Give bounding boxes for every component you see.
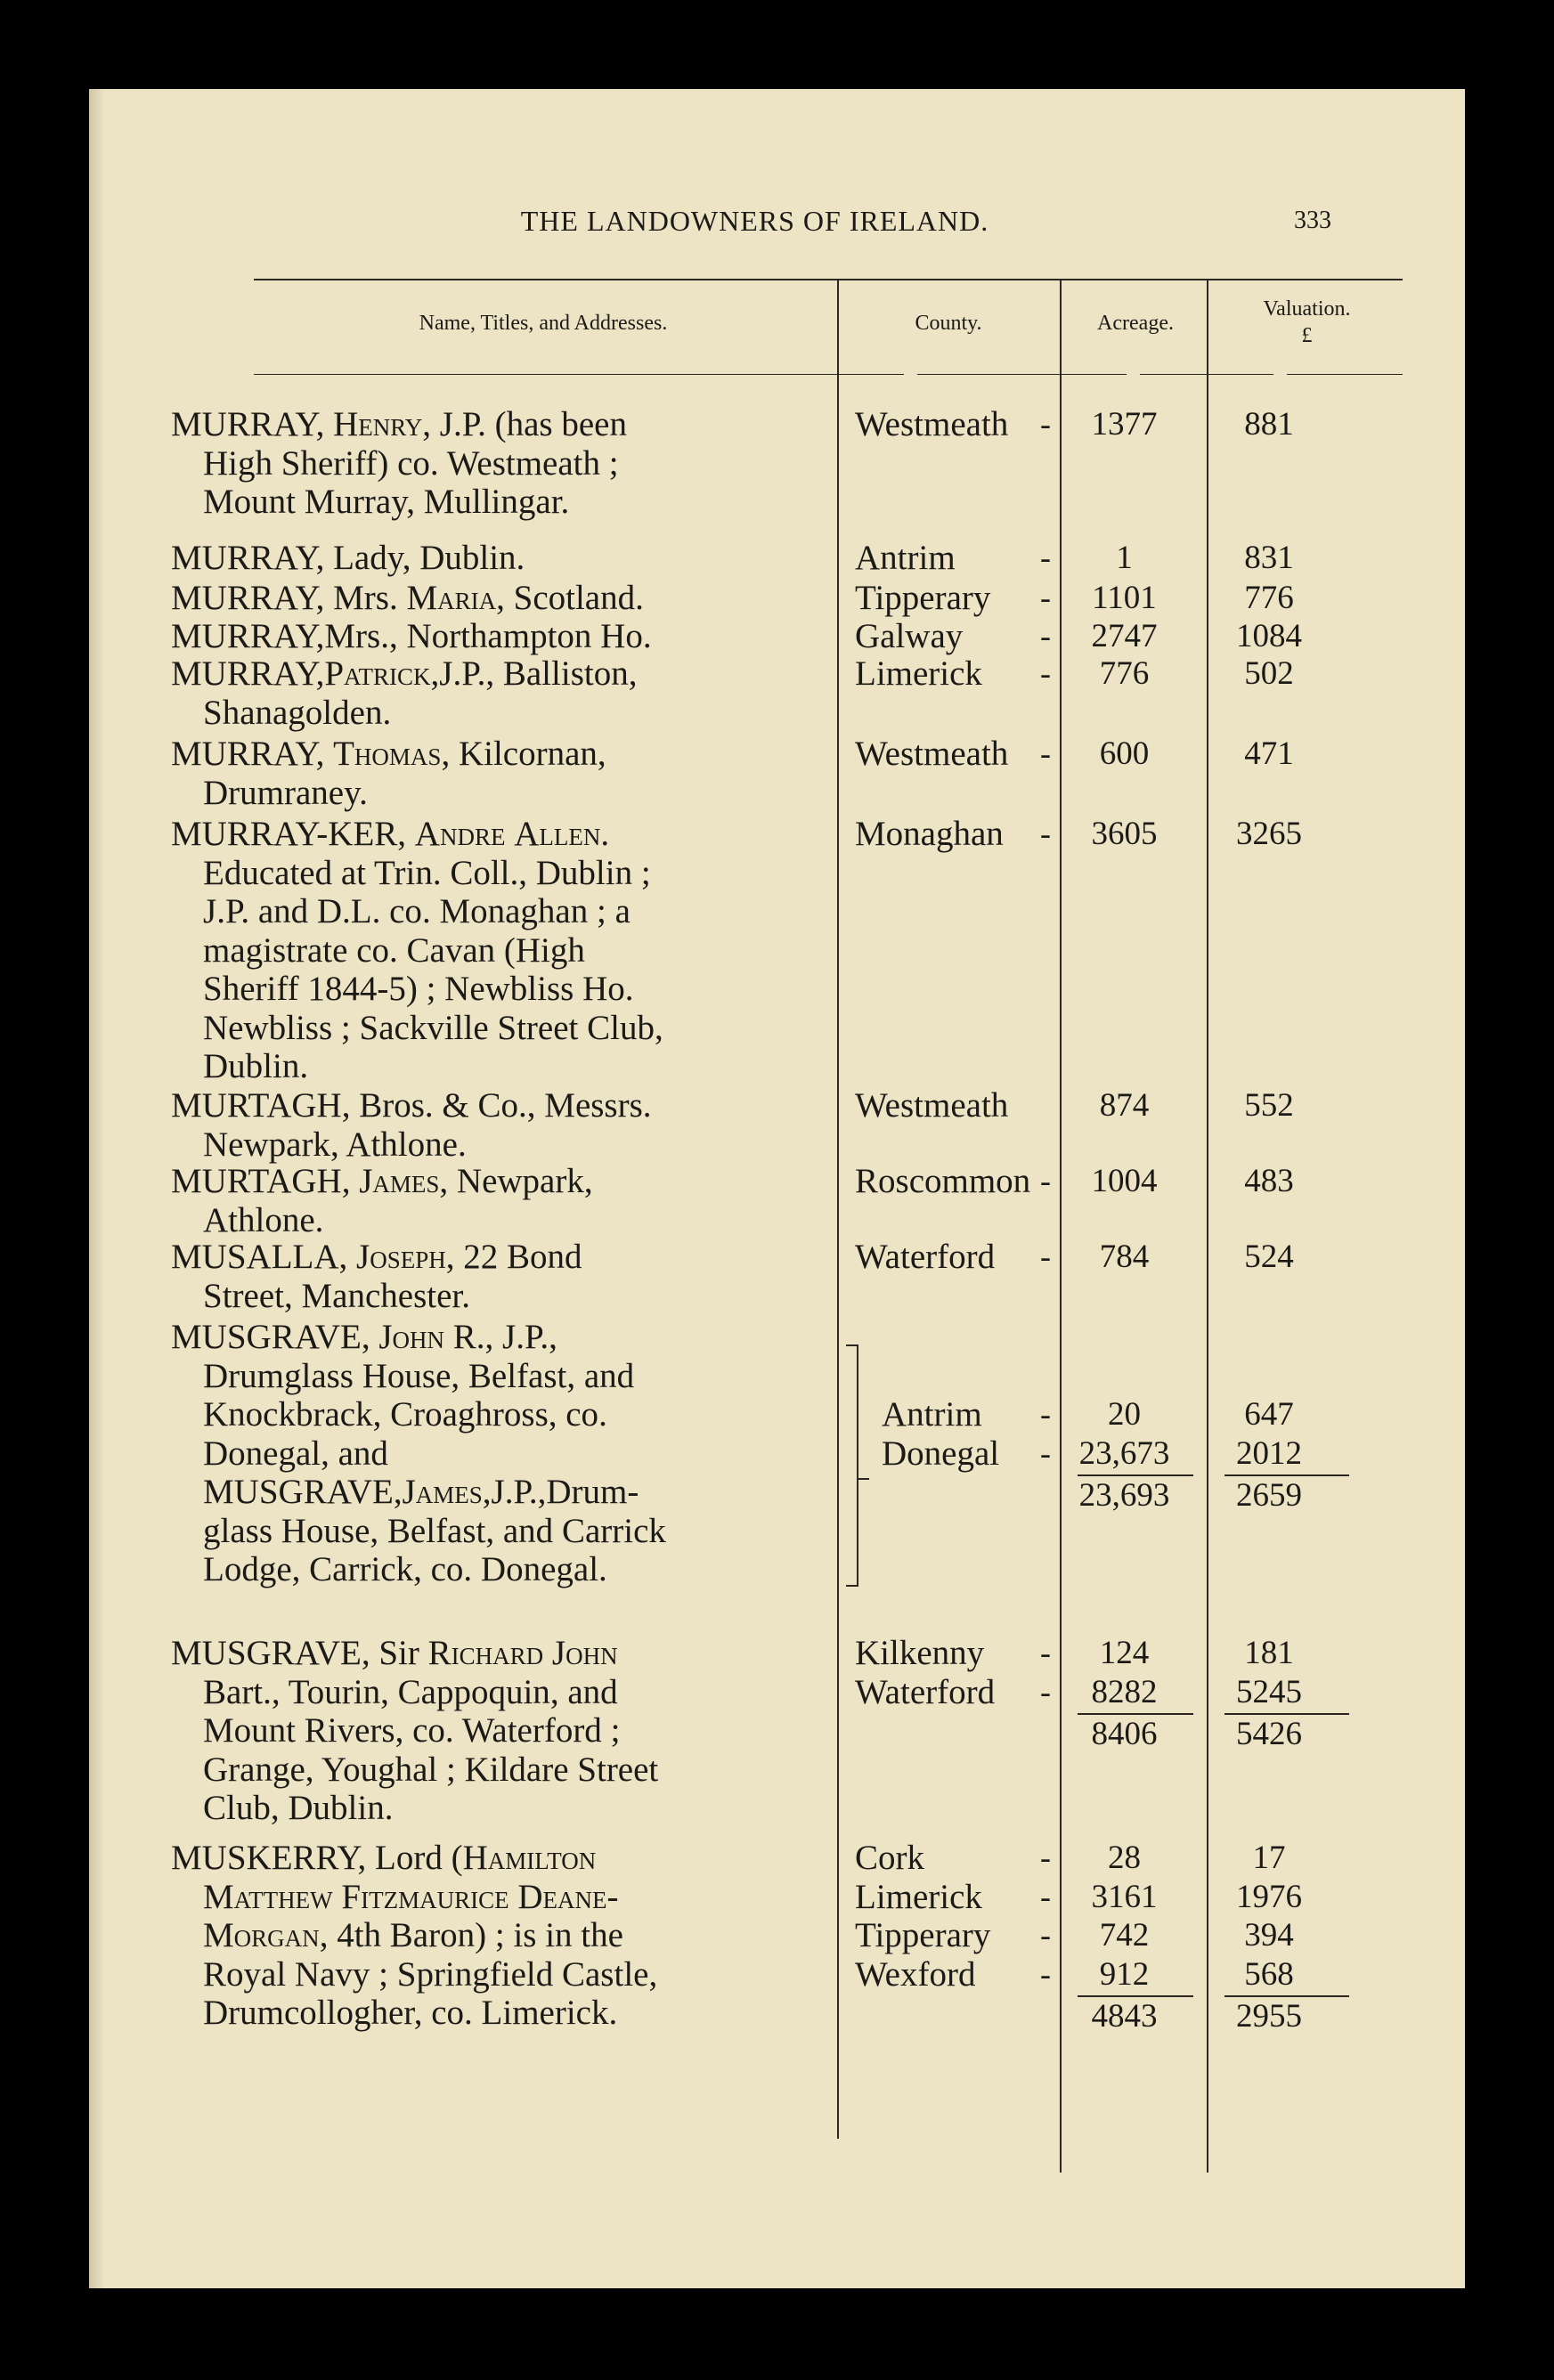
total-valuation: 5426 [1236,1716,1302,1752]
entry-name [171,1238,828,1315]
valuation-cell: 647 [1244,1396,1294,1433]
county-cell [855,1839,1055,1878]
county-cell [855,1673,1055,1712]
valuation-unit: £ [1301,324,1313,347]
entry-name-line: MUSGRAVE, Sir Richard John [171,1634,618,1672]
entry-name-line: MUSALLA, Joseph, 22 Bond [171,1238,582,1276]
entry-name-line: MURRAY,Mrs., Northampton Ho. [171,617,652,655]
entry-name-line: Morgan, 4th Baron) ; is in the [203,1916,623,1954]
leader-dash: - [1040,540,1051,575]
county-cell [882,1395,1055,1434]
acreage-cell: 124 [1099,1635,1150,1671]
leader-dash: - [1040,1673,1051,1710]
acreage-cell: 1377 [1091,406,1158,443]
valuation-cell: 552 [1244,1087,1294,1124]
county-name: Kilkenny [855,1634,985,1672]
county-name: Monaghan [855,815,1004,853]
valuation-cell: 5245 [1236,1673,1302,1710]
leader-dash: - [1040,1955,1051,1992]
valuation-cell: 471 [1244,735,1294,772]
entry-name [171,1839,828,2033]
acreage-cell: 8282 [1091,1673,1158,1710]
county-name: Cork [855,1839,924,1877]
county-name: Tipperary [855,579,991,617]
acreage-cell: 23,673 [1078,1434,1170,1472]
acreage-cell: 874 [1099,1087,1150,1124]
entry-name-line: J.P. and D.L. co. Monaghan ; a [203,892,631,930]
county-name: Wexford [855,1954,976,1994]
brace-middle-point [857,1478,869,1480]
county-cell [855,1634,1055,1673]
entry-name-line: MURRAY-KER, Andre Allen. [171,815,610,853]
county-name: Westmeath [855,1086,1009,1125]
acreage-cell: 20 [1108,1396,1141,1433]
entry-name [171,1634,828,1828]
valuation-cell: 17 [1252,1840,1286,1876]
entry-name-line: Educated at Trin. Coll., Dublin ; [203,853,651,892]
acreage-cell: 776 [1099,655,1150,692]
county-cell [855,1162,1055,1201]
total-valuation: 2659 [1236,1477,1302,1514]
county-cell [855,815,1055,854]
leader-dash: - [1040,1434,1051,1471]
county-name: Donegal [882,1434,1000,1473]
total-acreage: 23,693 [1078,1477,1170,1514]
entry-name [171,1162,828,1239]
leader-dash: - [1040,816,1051,851]
entry-name-line: MUSGRAVE,James,J.P.,Drum- [203,1473,639,1511]
county-cell [855,1878,1055,1917]
entry-name [171,1086,828,1164]
acreage-cell: 784 [1099,1239,1150,1275]
county-cell [855,579,1055,618]
column-header-acreage: Acreage. [1097,312,1174,335]
acreage-cell: 1101 [1092,580,1157,616]
valuation-cell: 3265 [1236,816,1302,852]
book-page [89,89,1465,2288]
entry-name-line: magistrate co. Cavan (High [203,930,585,970]
entry-name-line: Athlone. [203,1200,324,1239]
leader-dash: - [1040,1635,1051,1670]
county-cell [882,1434,1055,1474]
acreage-cell: 742 [1099,1917,1150,1954]
brace-top-hook [846,1344,858,1346]
entry-name-line: Grange, Youghal ; Kildare Street [203,1750,659,1789]
entry-name [171,579,828,618]
leader-dash: - [1040,1917,1051,1953]
county-name: Waterford [855,1672,996,1711]
entry-name-line: MURRAY, Lady, Dublin. [171,539,525,577]
leader-dash: - [1040,1163,1051,1198]
valuation-cell: 394 [1244,1917,1294,1954]
entry-name-line: MURRAY, Thomas, Kilcornan, [171,735,606,773]
county-name: Galway [855,617,964,655]
entry-name [171,1318,828,1589]
page-title: THE LANDOWNERS OF IRELAND. [520,205,989,237]
total-valuation: 2955 [1236,1998,1302,2035]
entry-name-line: MURRAY,Patrick,J.P., Balliston, [171,654,638,693]
entry-name-line: Bart., Tourin, Cappoquin, and [203,1672,618,1711]
leader-dash: - [1040,406,1051,442]
total-acreage: 8406 [1091,1716,1158,1752]
valuation-cell: 2012 [1236,1434,1302,1472]
county-name: Tipperary [855,1916,991,1954]
valuation-cell: 881 [1244,406,1294,443]
leader-dash: - [1040,618,1051,654]
entry-name-line: Lodge, Carrick, co. Donegal. [203,1550,607,1588]
leader-dash: - [1040,1239,1051,1274]
column-header-county: County. [915,312,982,335]
county-cell [855,735,1055,774]
entry-name [171,405,828,522]
page-number: 333 [1294,207,1331,234]
county-name: Limerick [855,654,982,693]
acreage-cell: 1004 [1091,1163,1158,1199]
leader-dash: - [1040,735,1051,771]
leader-dash: - [1040,1396,1051,1432]
entry-name-line: MURRAY, Mrs. Maria, Scotland. [171,579,644,617]
county-name: Antrim [855,539,956,577]
total-acreage: 4843 [1091,1998,1158,2035]
entry-name-line: Club, Dublin. [203,1789,394,1827]
entry-name [171,654,828,732]
county-cell [855,405,1055,444]
entry-name-line: Drumraney. [203,773,368,812]
entry-name [171,735,828,812]
county-cell [855,1086,1055,1125]
entry-name-line: MUSKERRY, Lord (Hamilton [171,1839,597,1877]
valuation-label: Valuation. [1263,297,1351,321]
acreage-cell: 1 [1116,540,1133,576]
entry-name-line: Dublin. [203,1047,309,1085]
acreage-cell: 3605 [1091,816,1158,852]
entry-name [171,815,828,1086]
entry-name-line: Mount Murray, Mullingar. [203,483,570,521]
entry-name-line: Newpark, Athlone. [203,1125,467,1164]
county-cell [855,1238,1055,1277]
acreage-cell: 600 [1099,735,1150,772]
county-name: Antrim [882,1395,982,1434]
entry-name-line: glass House, Belfast, and Carrick [203,1511,666,1550]
acreage-cell: 3161 [1091,1878,1158,1915]
entry-name-line: Royal Navy ; Springfield Castle, [203,1954,658,1994]
leader-dash: - [1040,1840,1051,1875]
acreage-cell: 2747 [1091,618,1158,654]
valuation-cell: 1084 [1236,618,1302,654]
county-cell [855,1916,1055,1955]
leader-dash: - [1040,1878,1051,1914]
valuation-cell: 831 [1244,540,1294,576]
brace-bottom-hook [846,1585,858,1587]
entry-name-line: Donegal, and [203,1434,388,1473]
entry-name-line: Shanagolden. [203,693,392,732]
leader-dash: - [1040,655,1051,691]
entry-name [171,617,828,656]
landowner-entries [89,89,1465,2288]
entry-name-line: Drumglass House, Belfast, and [203,1356,635,1395]
entry-name-line: MURRAY, Henry, J.P. (has been [171,405,627,443]
entry-name [171,539,828,578]
valuation-cell: 483 [1244,1163,1294,1199]
county-cell [855,654,1055,694]
entry-name-line: Sheriff 1844-5) ; Newbliss Ho. [203,970,634,1008]
leader-dash: - [1040,580,1051,615]
entry-name-line: MURTAGH, Bros. & Co., Messrs. [171,1086,652,1125]
county-name: Waterford [855,1238,996,1276]
entry-name-line: Newbliss ; Sackville Street Club, [203,1008,663,1047]
county-cell [855,539,1055,578]
entry-name-line: Knockbrack, Croaghross, co. [203,1395,607,1434]
entry-name-line: Matthew Fitzmaurice Deane- [203,1877,619,1916]
valuation-cell: 502 [1244,655,1294,692]
county-name: Limerick [855,1877,982,1916]
acreage-cell: 912 [1099,1955,1150,1993]
entry-name-line: MURTAGH, James, Newpark, [171,1162,593,1200]
brace-line [857,1344,858,1585]
county-name: Roscommon [855,1162,1031,1200]
entry-name-line: Drumcollogher, co. Limerick. [203,1994,618,2032]
valuation-cell: 524 [1244,1239,1294,1275]
valuation-cell: 776 [1244,580,1294,616]
entry-name-line: Mount Rivers, co. Waterford ; [203,1711,621,1750]
county-cell [855,617,1055,656]
valuation-cell: 568 [1244,1955,1294,1993]
entry-name-line: High Sheriff) co. Westmeath ; [203,443,619,483]
county-cell [855,1955,1055,1994]
entry-name-line: Street, Manchester. [203,1276,470,1315]
valuation-cell: 181 [1244,1635,1294,1671]
entry-name-line: MUSGRAVE, John R., J.P., [171,1318,557,1356]
valuation-cell: 1976 [1236,1878,1302,1915]
acreage-cell: 28 [1108,1840,1141,1876]
column-header-name: Name, Titles, and Addresses. [419,312,668,335]
county-name: Westmeath [855,735,1009,773]
county-name: Westmeath [855,405,1009,443]
